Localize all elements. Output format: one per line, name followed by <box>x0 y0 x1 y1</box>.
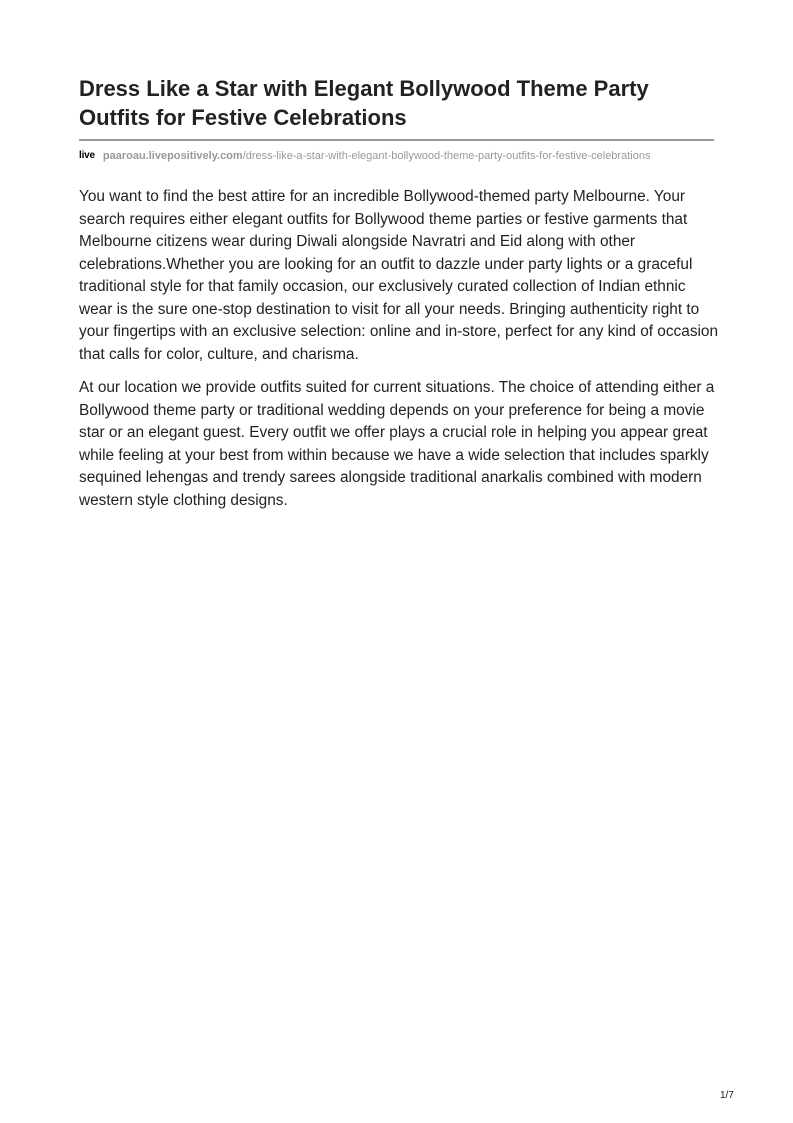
page-title: Dress Like a Star with Elegant Bollywood Theme Party Outfits for Festive Celebrations <box>79 76 649 130</box>
site-logo: live <box>79 150 95 161</box>
source-link[interactable] <box>103 149 651 163</box>
paragraph: At our location we provide outfits suited for current situations. The choice of attending either a Bollywood theme party or traditional wedding depends on your preference for being a movie star or an elegant guest. Every outfit we offer plays a crucial role in helping you appear great while feeling at your best from within because we have a wide selection that includes sparkly sequined lehengas and trendy sarees alongside traditional anarkalis combined with modern western style clothing designs. <box>79 379 715 509</box>
article-body <box>79 186 719 523</box>
paragraph: You want to find the best attire for an incredible Bollywood-themed party Melbourne. Your search requires either elegant outfits for Bollywood theme parties or festive garments that Melbourne citizens wear during Diwali alongside Navratri and Eid along with other celebrations.Whether you are looking for an outfit to dazzle under party lights or a graceful traditional style for that family occasion, our exclusively curated collection of Indian ethnic wear is the sure one-stop destination to visit for all your needs. Bringing authenticity right to your fingertips with an exclusive selection: online and in-store, perfect for any kind of occasion that calls for color, culture, and charisma. <box>79 188 719 363</box>
page-number: 1/7 <box>720 1090 734 1101</box>
source-domain: paaroau.livepositively.com <box>102 150 243 162</box>
title-divider <box>79 139 714 141</box>
source-line <box>79 149 650 163</box>
source-path: /dress-like-a-star-with-elegant-bollywood-theme-party-outfits-for-festive-celebrations <box>242 150 651 162</box>
